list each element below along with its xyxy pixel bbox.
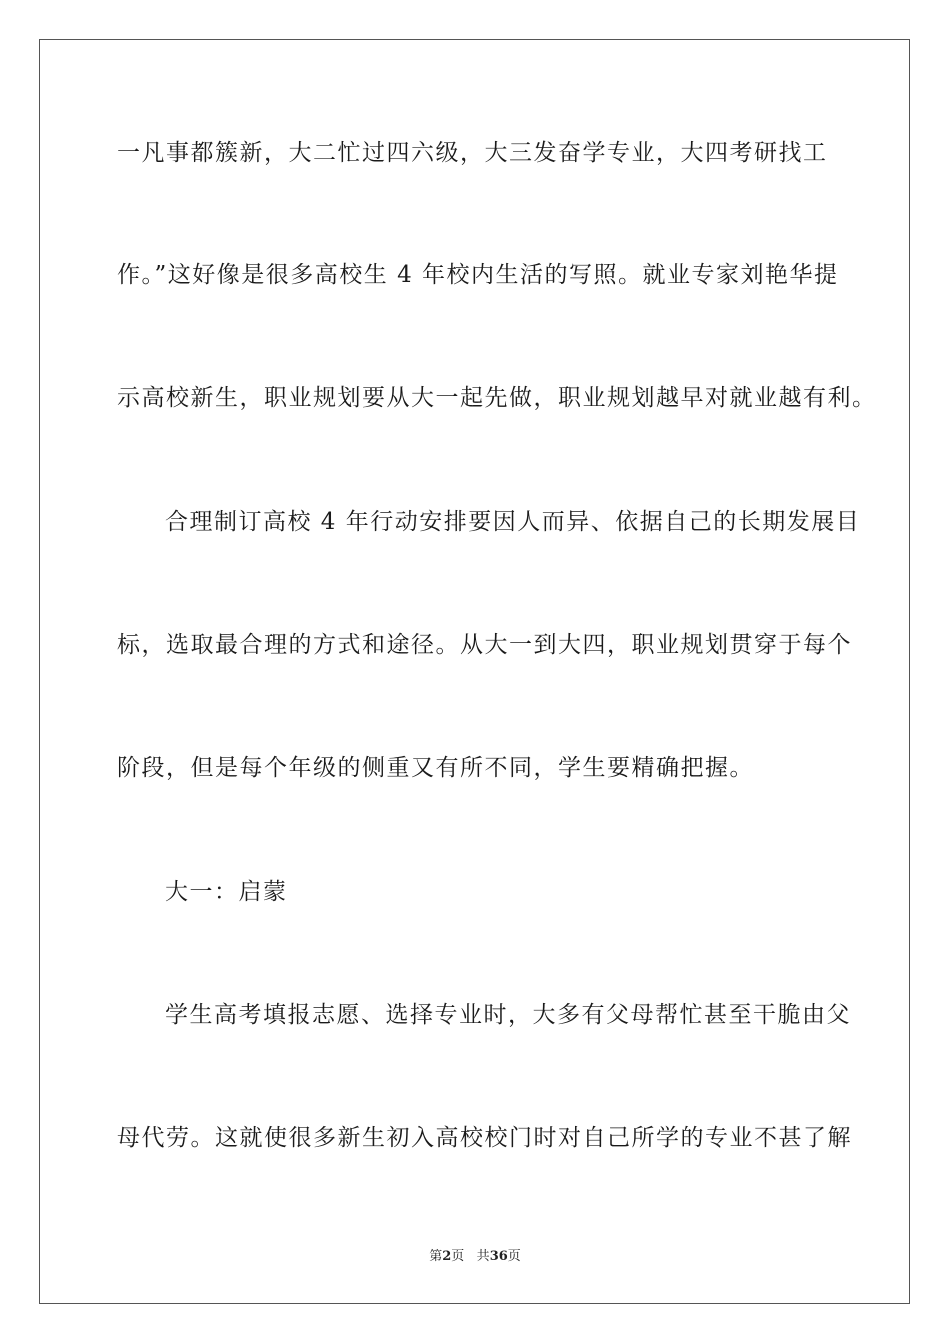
paragraph-line-7: 学生高考填报志愿、选择专业时，大多有父母帮忙甚至干脆由父 — [165, 1002, 851, 1028]
paragraph-line-6: 阶段，但是每个年级的侧重又有所不同，学生要精确把握。 — [117, 755, 754, 781]
paragraph-line-3: 示高校新生，职业规划要从大一起先做，职业规划越早对就业越有利。 — [117, 385, 877, 411]
page-border — [39, 39, 910, 1304]
page-suffix: 页 — [451, 1249, 465, 1264]
paragraph-line-5: 标，选取最合理的方式和途径。从大一到大四，职业规划贯穿于每个 — [117, 632, 852, 658]
total-prefix: 共 — [476, 1249, 490, 1264]
paragraph-line-1: 一凡事都簇新，大二忙过四六级，大三发奋学专业，大四考研找工 — [117, 140, 828, 166]
total-pages: 36 — [489, 1249, 508, 1264]
page-prefix: 第 — [429, 1249, 443, 1264]
paragraph-line-2: 作。”这好像是很多高校生 4 年校内生活的写照。就业专家刘艳华提 — [117, 262, 839, 288]
paragraph-line-4: 合理制订高校 4 年行动安排要因人而异、依据自己的长期发展目 — [165, 509, 861, 535]
paragraph-line-8: 母代劳。这就使很多新生初入高校校门时对自己所学的专业不甚了解 — [117, 1125, 852, 1151]
page-footer — [0, 1248, 950, 1266]
section-heading: 大一：启蒙 — [165, 879, 288, 905]
total-suffix: 页 — [507, 1249, 521, 1264]
page-number: 2 — [442, 1249, 452, 1264]
